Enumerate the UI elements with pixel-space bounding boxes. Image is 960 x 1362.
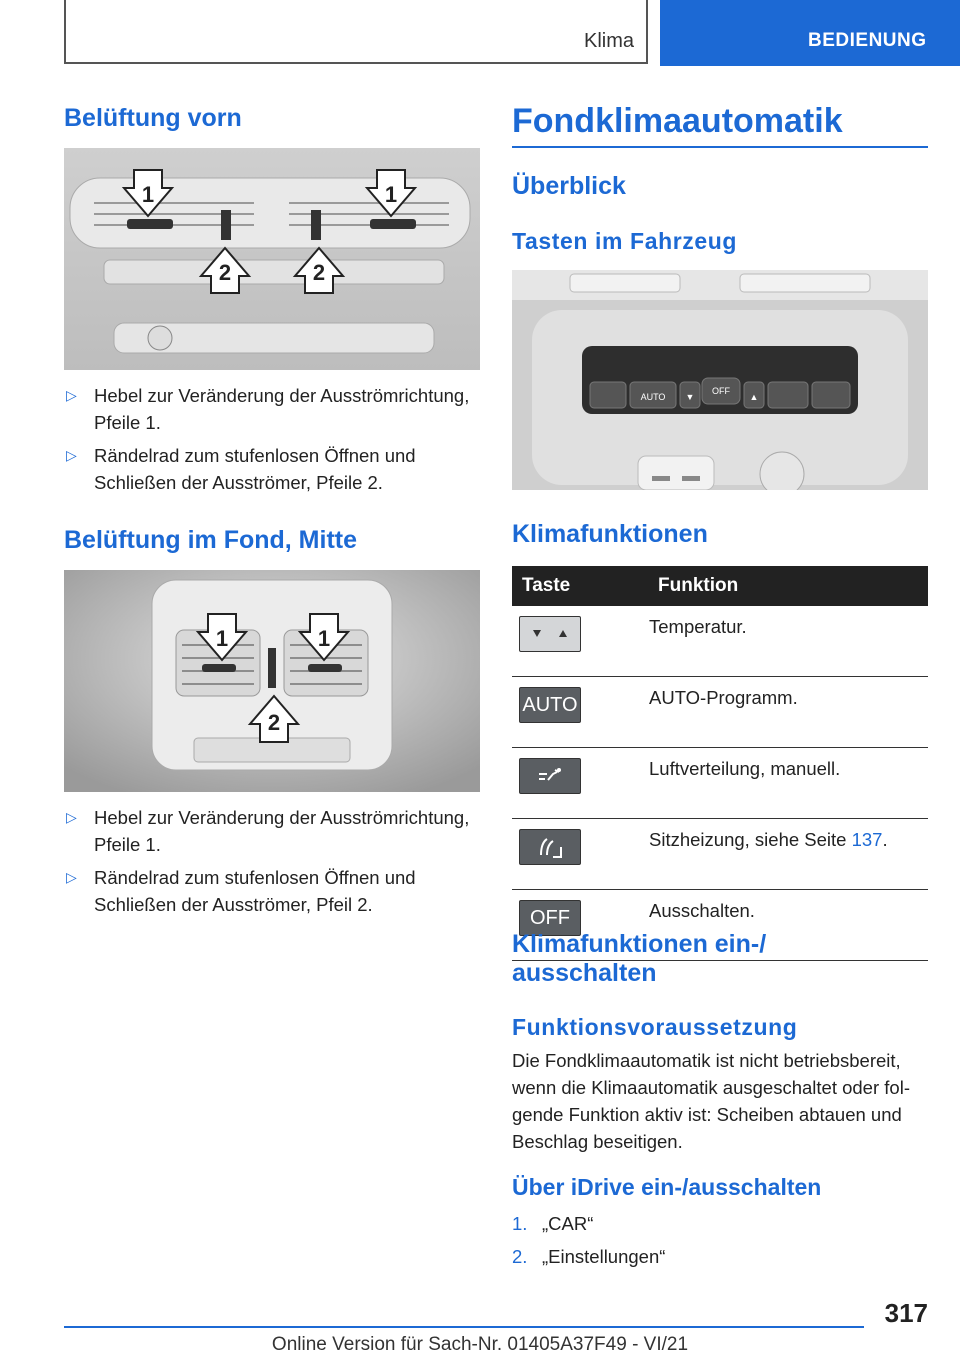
title-rule xyxy=(512,146,928,148)
precondition-text: Die Fondklimaautomatik ist nicht betriebsbereit, wenn die Klimaautomatik ausgeschaltet oder folgende Funktion aktiv ist: Scheiben abtauen und Beschlag beseitigen. xyxy=(512,1050,910,1152)
auto-key-icon: AUTO xyxy=(519,687,581,723)
page-number: 317 xyxy=(884,1298,928,1328)
table-cell: Temperatur. xyxy=(648,606,928,677)
page-link[interactable]: 137 xyxy=(851,829,883,850)
svg-text:▲: ▲ xyxy=(749,392,759,402)
table-header-key: Taste xyxy=(512,566,648,606)
off-key-icon: OFF xyxy=(519,900,581,936)
footer-text: Online Version für Sach-Nr. 01405A37F49 - VI/21 xyxy=(271,1334,689,1355)
table-header-function: Funktion xyxy=(648,566,928,606)
panel-off-label: OFF xyxy=(712,386,730,396)
header-box xyxy=(64,0,648,64)
rear-climate-panel-photo xyxy=(512,270,928,490)
idrive-steps xyxy=(512,1210,928,1276)
triangle-bullet-icon: ▷ xyxy=(66,447,77,463)
front-arrow-1-left-label: 1 xyxy=(141,182,155,207)
temperature-arrows-icon xyxy=(519,616,581,652)
rear-arrow-1-right-label: 1 xyxy=(317,626,331,651)
idrive-title: Über iDrive ein-/ausschalten xyxy=(512,1174,822,1200)
functions-table xyxy=(512,566,928,961)
triangle-bullet-icon: ▷ xyxy=(66,809,77,825)
front-arrow-1-right-label: 1 xyxy=(384,182,398,207)
table-row xyxy=(512,819,928,890)
front-vent-photo xyxy=(64,148,480,370)
list-item: ▷ Rändelrad zum stufenlosen Öffnen und Schließen der Ausströmer, Pfeil 2. xyxy=(64,864,480,918)
table-row xyxy=(512,606,928,677)
header-section: Klima xyxy=(583,30,634,52)
svg-text:▼: ▼ xyxy=(685,392,695,402)
rear-vent-photo xyxy=(64,570,480,792)
table-row xyxy=(512,748,928,819)
table-cell: Sitzheizung, siehe Seite 137. xyxy=(648,819,928,890)
functions-title: Klimafunktionen xyxy=(512,520,708,548)
list-item: ▷ Hebel zur Veränderung der Ausströmrichtung, Pfeile 1. xyxy=(64,382,480,436)
overview-title: Überblick xyxy=(512,172,626,200)
air-distribution-icon xyxy=(519,758,581,794)
table-cell: AUTO-Programm. xyxy=(648,677,928,748)
front-arrow-2-left-label: 2 xyxy=(218,260,232,285)
front-vent-title: Belüftung vorn xyxy=(64,104,242,132)
panel-auto-label: AUTO xyxy=(640,392,666,402)
triangle-bullet-icon: ▷ xyxy=(66,387,77,403)
seat-heating-icon xyxy=(519,829,581,865)
front-arrow-2-right-label: 2 xyxy=(312,260,326,285)
header-tab xyxy=(660,0,960,66)
front-vent-list xyxy=(64,382,480,502)
list-item: 1. „CAR“ xyxy=(512,1213,594,1234)
list-item: 2. „Einstellungen“ xyxy=(512,1246,666,1267)
onoff-title: Klimafunktionen ein-/ ausschalten xyxy=(512,930,767,987)
table-cell: Ausschalten. xyxy=(648,890,928,961)
list-item: ▷ Hebel zur Veränderung der Ausströmrichtung, Pfeile 1. xyxy=(64,804,480,858)
table-row xyxy=(512,677,928,748)
footer-rule xyxy=(64,1326,864,1328)
table-cell: Luftverteilung, manuell. xyxy=(648,748,928,819)
precondition-title: Funktionsvoraussetzung xyxy=(512,1014,798,1040)
rear-arrow-1-left-label: 1 xyxy=(215,626,229,651)
keys-title: Tasten im Fahrzeug xyxy=(512,228,738,254)
rear-arrow-2-label: 2 xyxy=(267,710,281,735)
triangle-bullet-icon: ▷ xyxy=(66,869,77,885)
rear-vent-title: Belüftung im Fond, Mitte xyxy=(64,526,358,554)
list-item: ▷ Rändelrad zum stufenlosen Öffnen und Schließen der Ausströmer, Pfeile 2. xyxy=(64,442,480,496)
header-tab-label: BEDIENUNG xyxy=(808,30,927,51)
rear-vent-list xyxy=(64,804,480,924)
page-title: Fondklimaautomatik xyxy=(512,102,843,140)
